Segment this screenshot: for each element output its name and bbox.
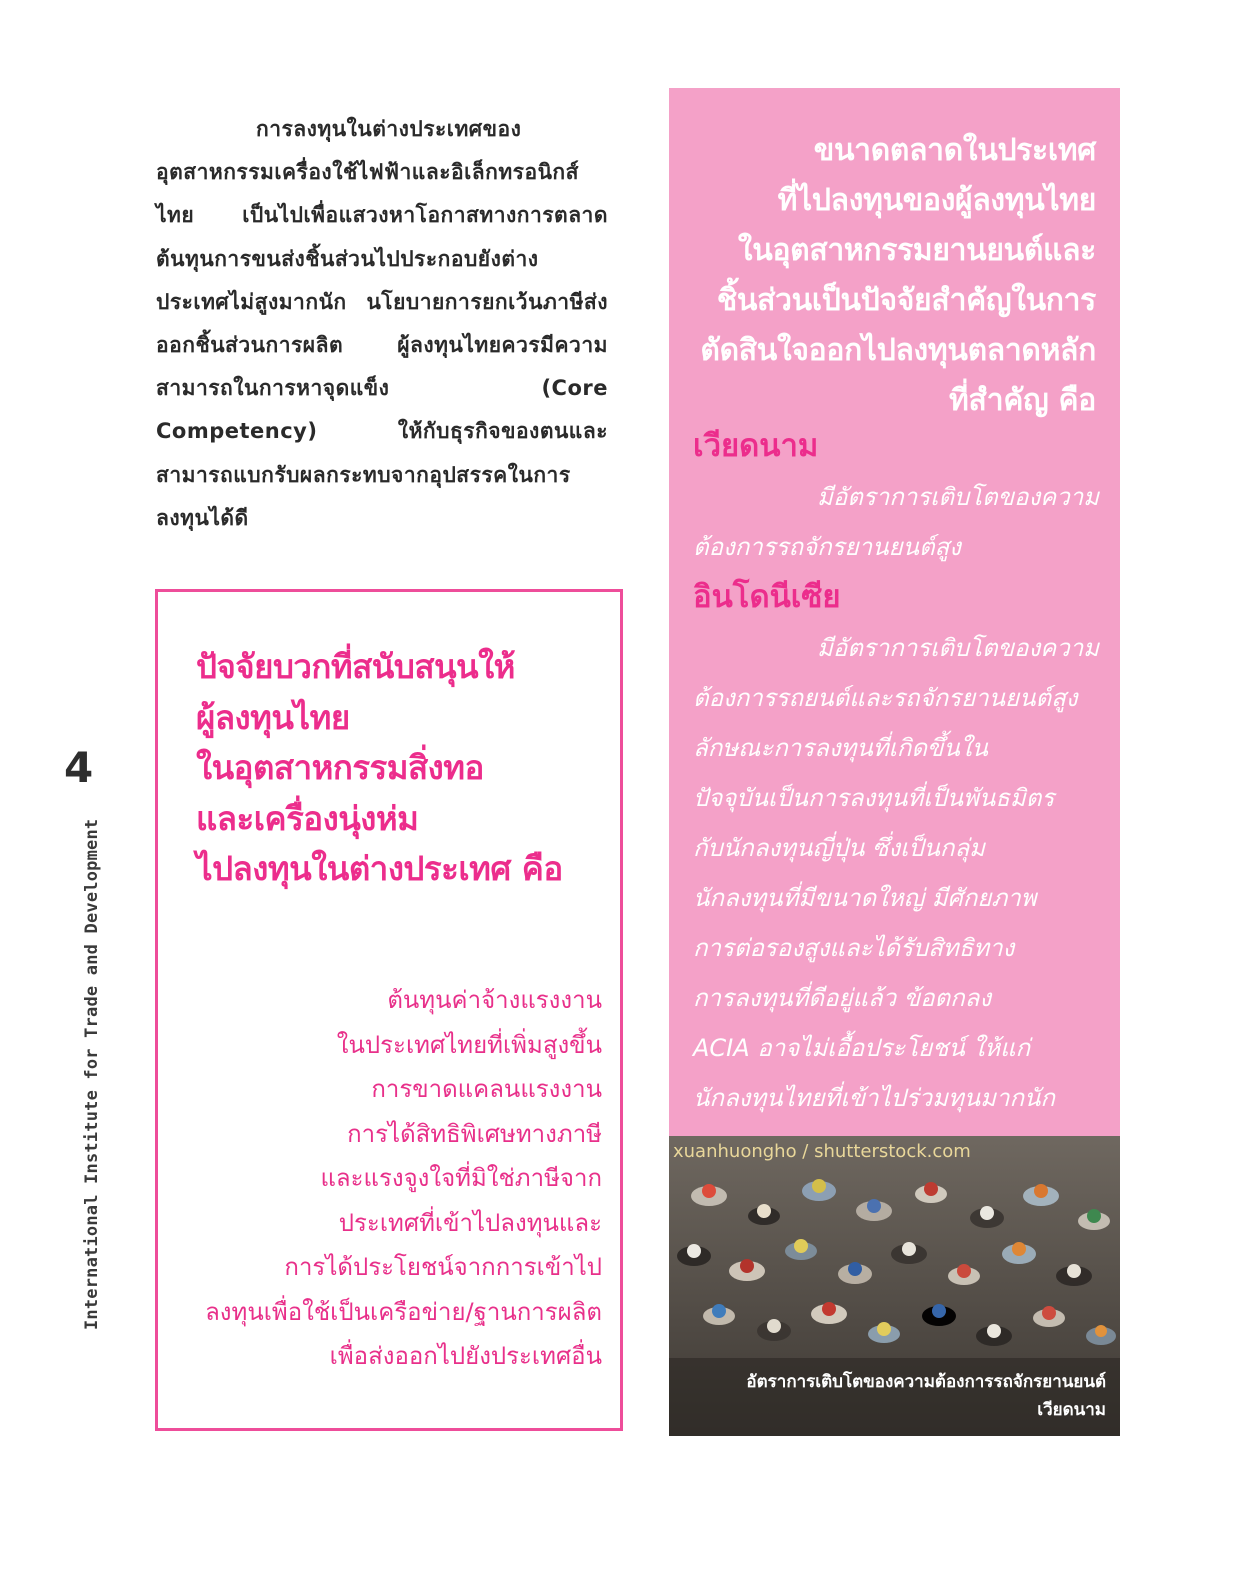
side-label: International Institute for Trade and Development <box>82 818 102 1330</box>
panel-heading-line: ขนาดตลาดในประเทศ <box>813 133 1096 168</box>
factor-body-line: ประเทศที่เข้าไปลงทุนและ <box>338 1208 602 1237</box>
vietnam-text <box>693 472 1099 572</box>
factor-heading-line: ปัจจัยบวกที่สนับสนุนให้ <box>196 647 515 686</box>
panel-heading-line: ตัดสินใจออกไปลงทุนตลาดหลัก <box>700 333 1096 368</box>
indonesia-text-line: การต่อรองสูงและได้รับสิทธิทาง <box>693 934 1015 962</box>
photo-caption-line: อัตราการเติบโตของความต้องการรถจักรยานยนต์ <box>746 1372 1106 1392</box>
factor-heading <box>196 642 616 895</box>
factor-body-line: ต้นทุนค่าจ้างแรงงาน <box>387 986 602 1014</box>
traffic-photo <box>669 1136 1120 1436</box>
factor-body-line: และแรงจูงใจที่มิใช่ภาษีจาก <box>320 1164 602 1192</box>
intro-paragraph: การลงทุนในต่างประเทศของอุตสาหกรรมเครื่องใช้ไฟฟ้าและอิเล็กทรอนิกส์ไทย เป็นไปเพื่อแสวงหาโอกาสทางการตลาด ต้นทุนการขนส่งชิ้นส่วนไปประกอบยังต่างประเทศไม่สูงมากนัก นโยบายการยกเว้นภาษีส่งออกชิ้นส่วนการผลิต ผู้ลงทุนไทยควรมีความสามารถในการหาจุดแข็ง (Core Competency) ให้กับธุรกิจของตนและสามารถแบกรับผลกระทบจากอุปสรรคในการลงทุนได้ดี <box>156 117 608 530</box>
indonesia-text <box>693 623 1099 1123</box>
factor-body-line: การได้สิทธิพิเศษทางภาษี <box>347 1119 602 1148</box>
factor-body <box>162 978 602 1379</box>
panel-heading-line: ที่ไปลงทุนของผู้ลงทุนไทย <box>777 183 1096 218</box>
indonesia-text-line: ปัจจุบันเป็นการลงทุนที่เป็นพันธมิตร <box>693 784 1055 812</box>
photo-caption <box>669 1358 1120 1436</box>
indonesia-text-line: นักลงทุนไทยที่เข้าไปร่วมทุนมากนัก <box>693 1084 1055 1112</box>
panel-heading <box>676 126 1096 426</box>
factor-heading-line: ไปลงทุนในต่างประเทศ คือ <box>196 849 563 888</box>
factor-body-line: การขาดแคลนแรงงาน <box>371 1075 602 1103</box>
country-indonesia: อินโดนีเซีย <box>693 579 841 615</box>
photo-credit: xuanhuongho / shutterstock.com <box>673 1141 971 1162</box>
factor-body-line: เพื่อส่งออกไปยังประเทศอื่น <box>329 1342 602 1370</box>
indonesia-text-line: กับนักลงทุนญี่ปุ่น ซึ่งเป็นกลุ่ม <box>693 834 985 862</box>
indonesia-text-line: ลักษณะการลงทุนที่เกิดขึ้นใน <box>693 734 988 762</box>
factor-heading-line: ในอุตสาหกรรมสิ่งทอ <box>196 748 484 787</box>
vietnam-text-line: ต้องการรถจักรยานยนต์สูง <box>693 533 961 561</box>
factor-body-line: การได้ประโยชน์จากการเข้าไป <box>284 1253 602 1281</box>
panel-heading-line: ในอุตสาหกรรมยานยนต์และ <box>737 233 1096 268</box>
indonesia-text-line: นักลงทุนที่มีขนาดใหญ่ มีศักยภาพ <box>693 884 1037 912</box>
photo-caption-line: เวียดนาม <box>1037 1400 1106 1420</box>
factor-body-line: ในประเทศไทยที่เพิ่มสูงขึ้น <box>336 1030 602 1059</box>
panel-heading-line: ชิ้นส่วนเป็นปัจจัยสำคัญในการ <box>716 283 1096 318</box>
factor-heading-line: ผู้ลงทุนไทย <box>196 697 350 737</box>
panel-heading-line: ที่สำคัญ คือ <box>949 383 1096 418</box>
indonesia-text-line: ต้องการรถยนต์และรถจักรยานยนต์สูง <box>693 684 1078 712</box>
indonesia-text-line: การลงทุนที่ดีอยู่แล้ว ข้อตกลง <box>693 984 992 1012</box>
page-number: 4 <box>64 743 94 792</box>
factor-box <box>155 589 623 1431</box>
country-vietnam: เวียดนาม <box>693 428 819 464</box>
vietnam-text-line: มีอัตราการเติบโตของความ <box>817 483 1099 511</box>
pink-panel <box>669 88 1120 1138</box>
indonesia-text-line: มีอัตราการเติบโตของความ <box>817 634 1099 662</box>
factor-body-line: ลงทุนเพื่อใช้เป็นเครือข่าย/ฐานการผลิต <box>205 1297 602 1326</box>
factor-heading-line: และเครื่องนุ่งห่ม <box>196 798 419 838</box>
indonesia-text-line: ACIA อาจไม่เอื้อประโยชน์ ให้แก่ <box>693 1034 1031 1062</box>
